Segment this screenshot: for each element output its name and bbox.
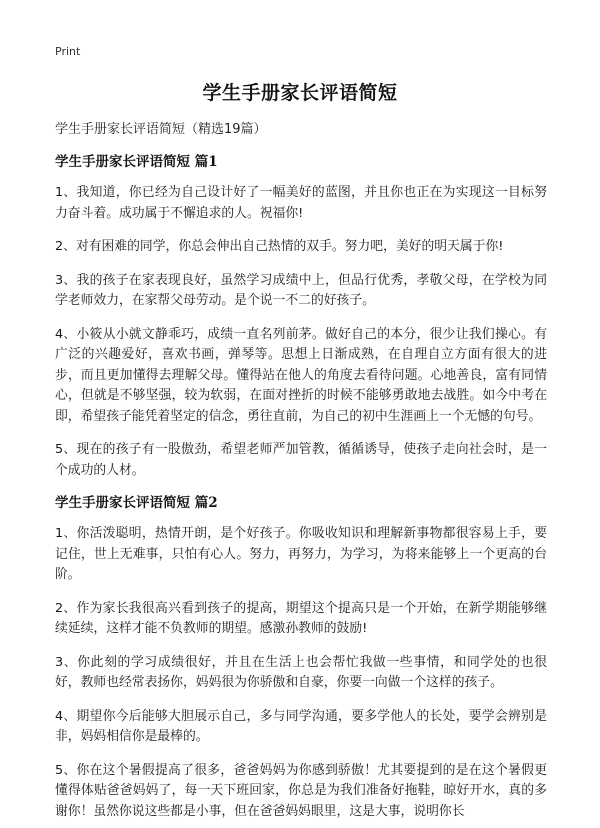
section-heading-2: 学生手册家长评语简短 篇2: [55, 495, 218, 511]
document-body: [55, 121, 547, 828]
paragraph: 1、我知道，你已经为自己设计好了一幅美好的蓝图，并且你也正在为实现这一目标努力奋斗着。成功属于不懈追求的人。祝福你!: [55, 185, 547, 221]
section-heading-1: 学生手册家长评语简短 篇1: [55, 154, 218, 170]
paragraph: 2、作为家长我很高兴看到孩子的提高，期望这个提高只是一个开始，在新学期能够继续延续，这样才能不负教师的期望。感激孙教师的鼓励!: [55, 600, 547, 636]
paragraph: 4、期望你今后能够大胆展示自己，多与同学沟通，要多学他人的长处，要学会辨别是非，妈妈相信你是最棒的。: [55, 708, 547, 744]
paragraph: 2、对有困难的同学，你总会伸出自己热情的双手。努力吧，美好的明天属于你!: [55, 239, 504, 254]
print-label: Print: [55, 45, 81, 58]
paragraph: 4、小筱从小就文静乖巧，成绩一直名列前茅。做好自己的本分，很少让我们操心。有广泛的兴趣爱好，喜欢书画，弹琴等。思想上日渐成熟，在自理自立方面有很大的进步，而且更加懂得去理解父母。懂得站在他人的角度去看待问题。心地善良，富有同情心，但就是不够坚强，较为软弱，在面对挫折的时候不能够勇敢地去战胜。如今中考在即，希望孩子能凭着坚定的信念，勇往直前，为自己的初中生涯画上一个无憾的句号。: [55, 326, 547, 424]
paragraph: 5、你在这个暑假提高了很多，爸爸妈妈为你感到骄傲！尤其要提到的是在这个暑假更懂得体贴爸爸妈妈了，每一天下班回家，你总是为我们准备好拖鞋，晾好开水，真的多谢你！虽然你说这些都是小事，但在爸爸妈妈眼里，这是大事，说明你长: [55, 762, 547, 819]
paragraph: 1、你活泼聪明，热情开朗，是个好孩子。你吸收知识和理解新事物都很容易上手，要记住，世上无难事，只怕有心人。努力，再努力，为学习，为将来能够上一个更高的台阶。: [55, 526, 547, 582]
paragraph: 5、现在的孩子有一股傲劲，希望老师严加管教，循循诱导，使孩子走向社会时，是一个成功的人材。: [55, 442, 547, 478]
intro-text: 学生手册家长评语简短（精选19篇）: [55, 122, 267, 137]
paragraph: 3、你此刻的学习成绩很好，并且在生活上也会帮忙我做一些事情，和同学处的也很好，教师也经常表扬你，妈妈很为你骄傲和自豪，你要一向做一个这样的孩子。: [55, 654, 547, 690]
page-title: 学生手册家长评语简短: [202, 82, 398, 104]
paragraph: 3、我的孩子在家表现良好，虽然学习成绩中上，但品行优秀，孝敬父母，在学校为同学老师效力，在家帮父母劳动。是个说一不二的好孩子。: [55, 272, 547, 308]
